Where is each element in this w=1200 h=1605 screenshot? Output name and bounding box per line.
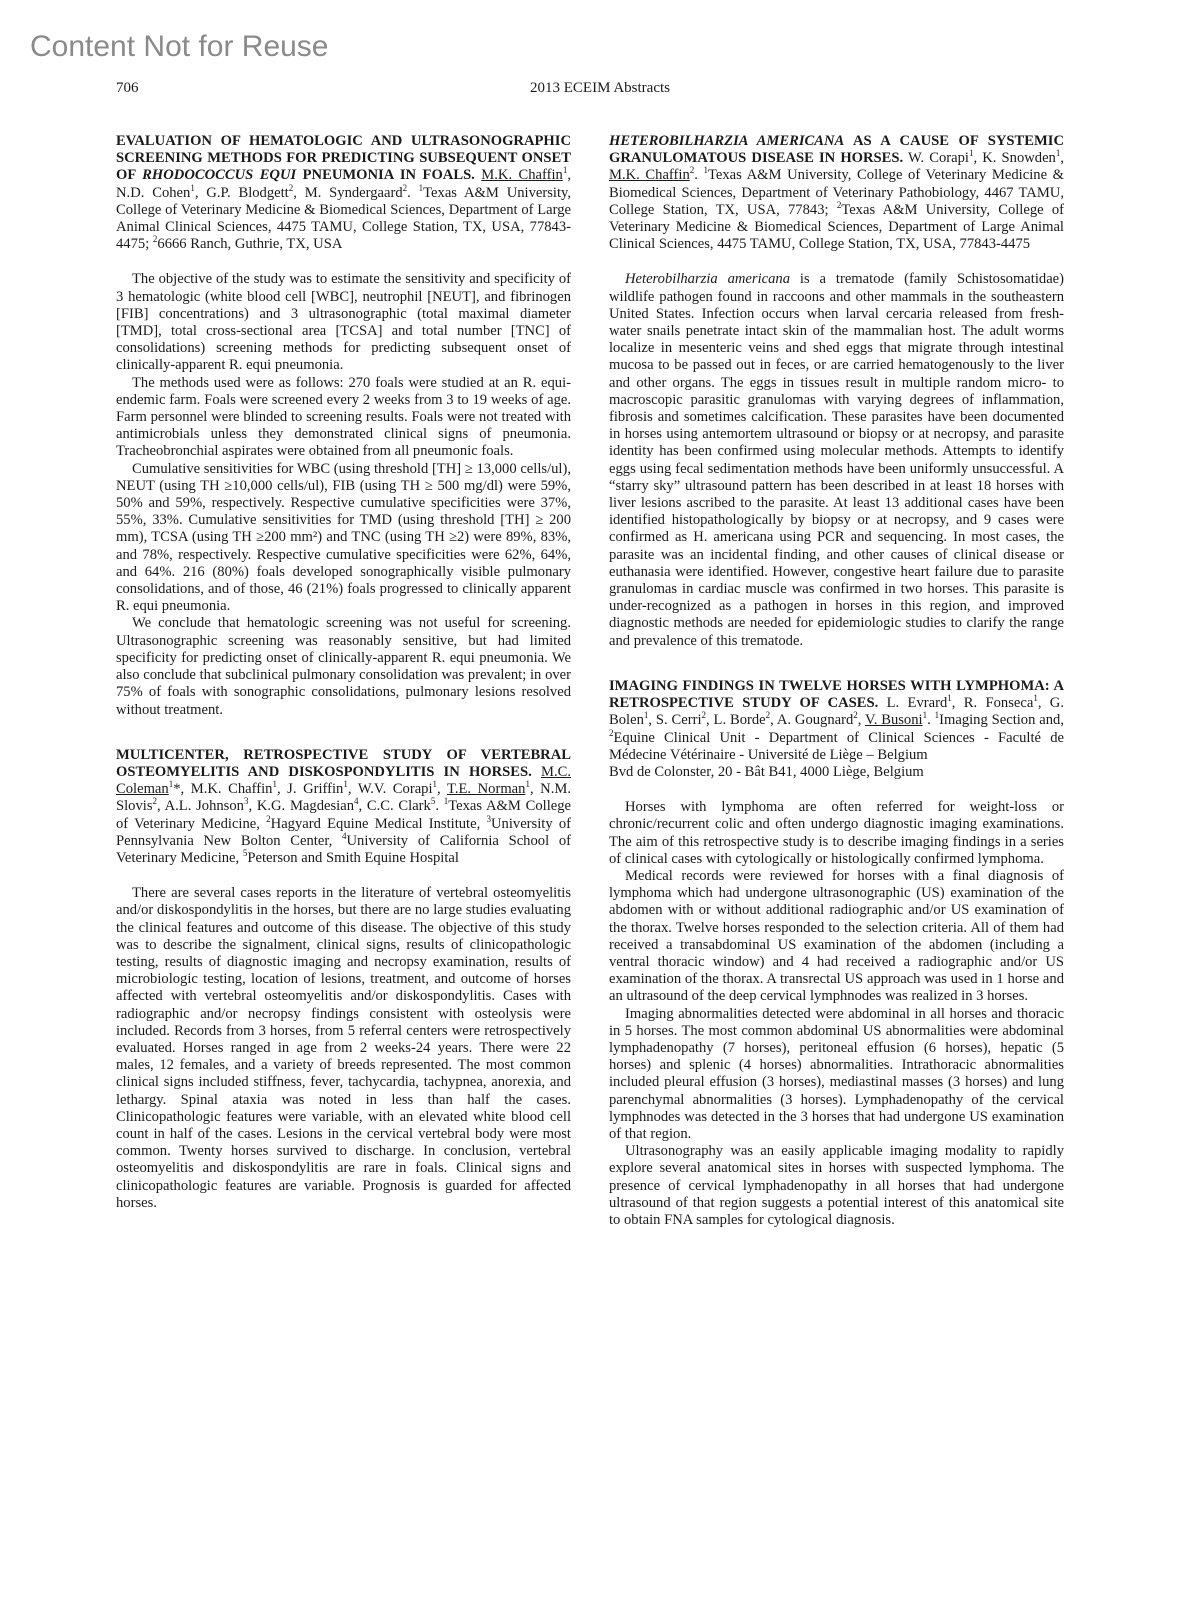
affiliation: Equine Clinical Unit - Department of Clinical Sciences - Faculté de Médecine Vétérinaire - Université de Liège – Belgium (609, 729, 1064, 763)
affiliation: Peterson and Smith Equine Hospital (247, 849, 459, 866)
page-number: 706 (116, 80, 139, 96)
left-column (116, 133, 571, 1240)
abstract-heading: HETEROBILHARZIA AMERICANA AS A CAUSE OF SYSTEMIC GRANULOMATOUS DISEASE IN HORSES. W. Corapi$^1$, K. Snowden$^1$, M.K. Chaffin$^2$. $^1$Texas A&M University, College of Veterinary Medicine & Biomedical Sciences, Department of Veterinary Pathobiology, 4467 TAMU, College Station, TX, USA, 77843; $^2$Texas A&M University, College of Veterinary Medicine & Biomedical Sciences, Department of Large Animal Clinical Sciences, 4475 TAMU, College Station, TX, USA, 77843-4475 (609, 133, 1065, 253)
affiliation: 6666 Ranch, Guthrie, TX, USA (157, 236, 343, 253)
abstract-paragraph: There are several cases reports in the literature of vertebral osteomyelitis and/or diskospondylitis in the horses, but there are no large studies evaluating the clinical features and outcome of this disease. The objective of this study was to describe the signalment, clinical signs, results of clinicopathologic testing, results of diagnostic imaging and necropsy examination, results of microbiologic testing, location of lesions, treatment, and outcome of horses affected with vertebral osteomyelitis and/or diskospondylitis. Cases with radiographic and/or necropsy findings consistent with osteolysis were included. Records from 3 horses, from 5 referral centers were retrospectively evaluated. Horses ranged in age from 2 weeks-24 years. There were 22 males, 12 females, and a variety of breeds represented. The most common clinical signs included stiffness, fever, tachycardia, tachypnea, anorexia, and lethargy. Spinal ataxia was noted in less than half the cases. Clinicopathologic features were variable, with an elevated white blood cell count in half of the cases. Lesions in the cervical vertebral body were most common. Twenty horses survived to discharge. In conclusion, vertebral osteomyelitis and diskospondylitis are rare in foals. Clinical signs and clinicopathologic features are variable. Prognosis is guarded for affected horses. (116, 885, 571, 1211)
author-link: V. Busoni (865, 712, 923, 729)
affiliation: Imaging Section and, (939, 712, 1064, 729)
abstract-paragraph: Horses with lymphoma are often referred for weight-loss or chronic/recurrent colic and often undergo diagnostic imaging examinations. The aim of this retrospective study is to describe imaging findings in a series of clinical cases with cytologically or histologically confirmed lymphoma. (609, 799, 1064, 867)
running-head: 2013 ECEIM Abstracts (530, 80, 670, 96)
abstract-heading: MULTICENTER, RETROSPECTIVE STUDY OF VERTEBRAL OSTEOMYELITIS AND DISKOSPONDYLITIS IN HORSES. M.C. Coleman$^1$*, M.K. Chaffin$^1$, J. Griffin$^1$, W.V. Corapi$^1$, T.E. Norman$^1$, N.M. Slovis$^2$, A.L. Johnson$^3$, K.G. Magdesian$^4$, C.C. Clark$^5$. $^1$Texas A&M College of Veterinary Medicine, $^2$Hagyard Equine Medical Institute, $^3$University of Pennsylvania New Bolton Center, $^4$University of California School of Veterinary Medicine, $^5$Peterson and Smith Equine Hospital (116, 746, 572, 866)
author-name: W. Corapi (908, 150, 969, 167)
abstract-heading: IMAGING FINDINGS IN TWELVE HORSES WITH LYMPHOMA: A RETROSPECTIVE STUDY OF CASES. L. Evrard$^1$, R. Fonseca$^1$, G. Bolen$^1$, S. Cerri$^2$, L. Borde$^2$, A. Gougnard$^2$, V. Busoni$^1$. $^1$Imaging Section and, $^2$Equine Clinical Unit - Department of Clinical Sciences - Faculté de Médecine Vétérinaire - Université de Liège – Belgium Bvd de Colonster, 20 - Bât B41, 4000 Liège, Belgium (609, 677, 1064, 780)
abstract-paragraph: The objective of the study was to estimate the sensitivity and specificity of 3 hematologic (white blood cell [WBC], neutrophil [NEUT], and fibrinogen [FIB] concentrations) and 3 ultrasonographic (total maximal diameter [TMD], total cross-sectional area [TCSA] and total number [TNC] of consolidations) screening methods for predicting subsequent onset of clinically-apparent R. equi pneumonia. (116, 271, 571, 374)
abstract-paragraph: Cumulative sensitivities for WBC (using threshold [TH] ≥ 13,000 cells/ul), NEUT (using TH ≥10,000 cells/ul), FIB (using TH ≥ 500 mg/dl) were 59%, 50% and 59%, respectively. Respective cumulative specificities were 37%, 55%, 33%. Cumulative sensitivities for TMD (using threshold [TH] ≥ 200 mm), TCSA (using TH ≥200 mm²) and TNC (using TH ≥2) were 89%, 83%, and 78%, respectively. Respective cumulative specificities were 62%, 64%, and 64%. 216 (80%) foals developed sonographically visible pulmonary consolidations, and of those, 46 (21%) foals progressed to clinically apparent R. equi pneumonia. (116, 460, 571, 615)
affiliation: University of California School of Veterinary Medicine, (116, 832, 571, 866)
abstract-title: EVALUATION OF HEMATOLOGIC AND ULTRASONOGRAPHIC SCREENING METHODS FOR PREDICTING SUBSEQUENT ONSET OF RHODOCOCCUS EQUI PNEUMONIA IN FOALS. (116, 133, 571, 184)
abstract-paragraph: Heterobilharzia americana is a trematode (family Schistosomatidae) wildlife pathogen found in raccoons and other mammals in the southeastern United States. Infection occurs when larval cercaria released from fresh-water snails penetrate intact skin of the mammalian host. The adult worms localize in mesenteric veins and shed eggs that migrate through intestinal mucosa to be passed out in feces, or are carried hematogenously to the liver and other organs. The eggs in tissues result in multiple random micro- to macroscopic parasitic granulomas with varying degrees of inflammation, fibrosis and sometimes calcification. These parasites have been documented in horses using antemortem ultrasound or biopsy or at necropsy, and parasite identity has been confirmed using molecular methods. Attempts to identify eggs using fecal sedimentation methods have been uniformly unsuccessful. A “starry sky” ultrasound pattern has been described in at least 18 horses with liver lesions ascribed to the parasite. At least 13 additional cases have been identified histopathologically by biopsy or at necropsy, and 9 cases were confirmed as H. americana using PCR and sequencing. In most cases, the parasite was an incidental finding, and other causes of clinical disease or euthanasia were identified. However, congestive heart failure due to parasite granulomas in cardiac muscle was confirmed in two horses. This parasite is under-recognized as a pathogen in horses in this region, and improved diagnostic methods are needed for epidemiologic studies to clarify the range and prevalence of this trematode. (609, 271, 1065, 649)
abstract-paragraph: The methods used were as follows: 270 foals were studied at an R. equi-endemic farm. Foals were screened every 2 weeks from 3 to 19 weeks of age. Farm personnel were blinded to screening results. Foals were not treated with antimicrobials unless they demonstrated clinical signs of pneumonia. Tracheobronchial aspirates were obtained from all pneumonic foals. (116, 374, 571, 460)
abstract-heading: EVALUATION OF HEMATOLOGIC AND ULTRASONOGRAPHIC SCREENING METHODS FOR PREDICTING SUBSEQUENT ONSET OF RHODOCOCCUS EQUI PNEUMONIA IN FOALS. M.K. Chaffin$^1$, N.D. Cohen$^1$, G.P. Blodgett$^2$, M. Syndergaard$^2$. $^1$Texas A&M University, College of Veterinary Medicine & Biomedical Sciences, Department of Large Animal Clinical Sciences, 4475 TAMU, College Station, TX, USA, 77843-4475; $^2$6666 Ranch, Guthrie, TX, USA (116, 133, 572, 253)
author-link: M.K. Chaffin (609, 167, 690, 184)
abstract-paragraph: We conclude that hematologic screening was not useful for screening. Ultrasonographic screening was reasonably sensitive, but had limited specificity for predicting onset of clinically-apparent R. equi pneumonia. We also conclude that subclinical pulmonary consolidation was prevalent; in over 75% of foals with sonographic consolidations, pulmonary lesions resolved without treatment. (116, 615, 571, 718)
affiliation-address: Bvd de Colonster, 20 - Bât B41, 4000 Liège, Belgium (609, 763, 924, 780)
abstract-hematologic-ultrasonographic (116, 133, 571, 719)
author-name: L. Evrard (886, 695, 948, 712)
abstract-title: HETEROBILHARZIA AMERICANA AS A CAUSE OF SYSTEMIC GRANULOMATOUS DISEASE IN HORSES. (609, 133, 1064, 167)
abstract-paragraph: Ultrasonography was an easily applicable imaging modality to rapidly explore several anatomical sites in horses with suspected lymphoma. The presence of cervical lymphadenopathy in all horses that had undergone ultrasound of that region suggests a potential interest of this anatomical site to obtain FNA samples for cytological diagnosis. (609, 1143, 1064, 1228)
affiliation: Texas A&M University, College of Veterinary Medicine & Biomedical Sciences, Department of Veterinary Pathobiology, 4467 TAMU, College Station, TX, USA, 77843; (609, 167, 1065, 218)
abstract-title: IMAGING FINDINGS IN TWELVE HORSES WITH LYMPHOMA: A RETROSPECTIVE STUDY OF CASES. (609, 677, 1064, 712)
abstract-paragraph: Imaging abnormalities detected were abdominal in all horses and thoracic in 5 horses. The most common abdominal US abnormalities were abdominal lymphadenopathy (7 horses), peritoneal effusion (6 horses), hepatic (5 horses) and splenic (4 horses) abnormalities. Intrathoracic abnormalities included pleural effusion (3 horses), mediastinal masses (3 horses) and lung parenchymal abnormalities (3 horses). Lymphadenopathy of the cervical lymphnodes was detected in the 3 horses that had undergone US examination of that region. (609, 1005, 1064, 1142)
author-link: M.C. Coleman (116, 763, 571, 798)
affiliation: Hagyard Equine Medical Institute, (270, 815, 481, 832)
affiliation: Texas A&M College of Veterinary Medicine, (116, 798, 572, 832)
affiliation: Texas A&M University, College of Veterinary Medicine & Biomedical Sciences, Department of Large Animal Clinical Sciences, 4475 TAMU, College Station, TX, USA, 77843-4475 (609, 201, 1064, 253)
watermark: Content Not for Reuse (30, 30, 329, 63)
right-column (609, 133, 1064, 1257)
author-link: T.E. Norman (447, 781, 526, 798)
affiliation: University of Pennsylvania New Bolton Center, (116, 815, 572, 849)
author-link: M.K. Chaffin (481, 167, 563, 184)
abstract-title: MULTICENTER, RETROSPECTIVE STUDY OF VERTEBRAL OSTEOMYELITIS AND DISKOSPONDYLITIS IN HORSES. (116, 746, 571, 780)
abstract-paragraph: Medical records were reviewed for horses with a final diagnosis of lymphoma which had undergone ultrasonographic (US) examination of the abdomen with or without additional radiographic and/or US examination of the thorax. Twelve horses responded to the selection criteria. All of them had received a transabdominal US examination of the abdomen (including a ventral thoracic window) and 4 had received a radiographic and/or US examination of the thorax. A transrectal US approach was used in 1 horse and an ultrasound of the deep cervical lymphnodes was realized in 3 horses. (609, 867, 1064, 1005)
abstract-heterobilharzia (609, 133, 1064, 650)
abstract-lymphoma-imaging (609, 678, 1064, 1229)
affiliation: Texas A&M University, College of Veterinary Medicine & Biomedical Sciences, Department of Large Animal Clinical Sciences, 4475 TAMU, College Station, TX, USA, 77843-4475; (116, 184, 572, 253)
abstract-vertebral-osteomyelitis (116, 747, 571, 1212)
